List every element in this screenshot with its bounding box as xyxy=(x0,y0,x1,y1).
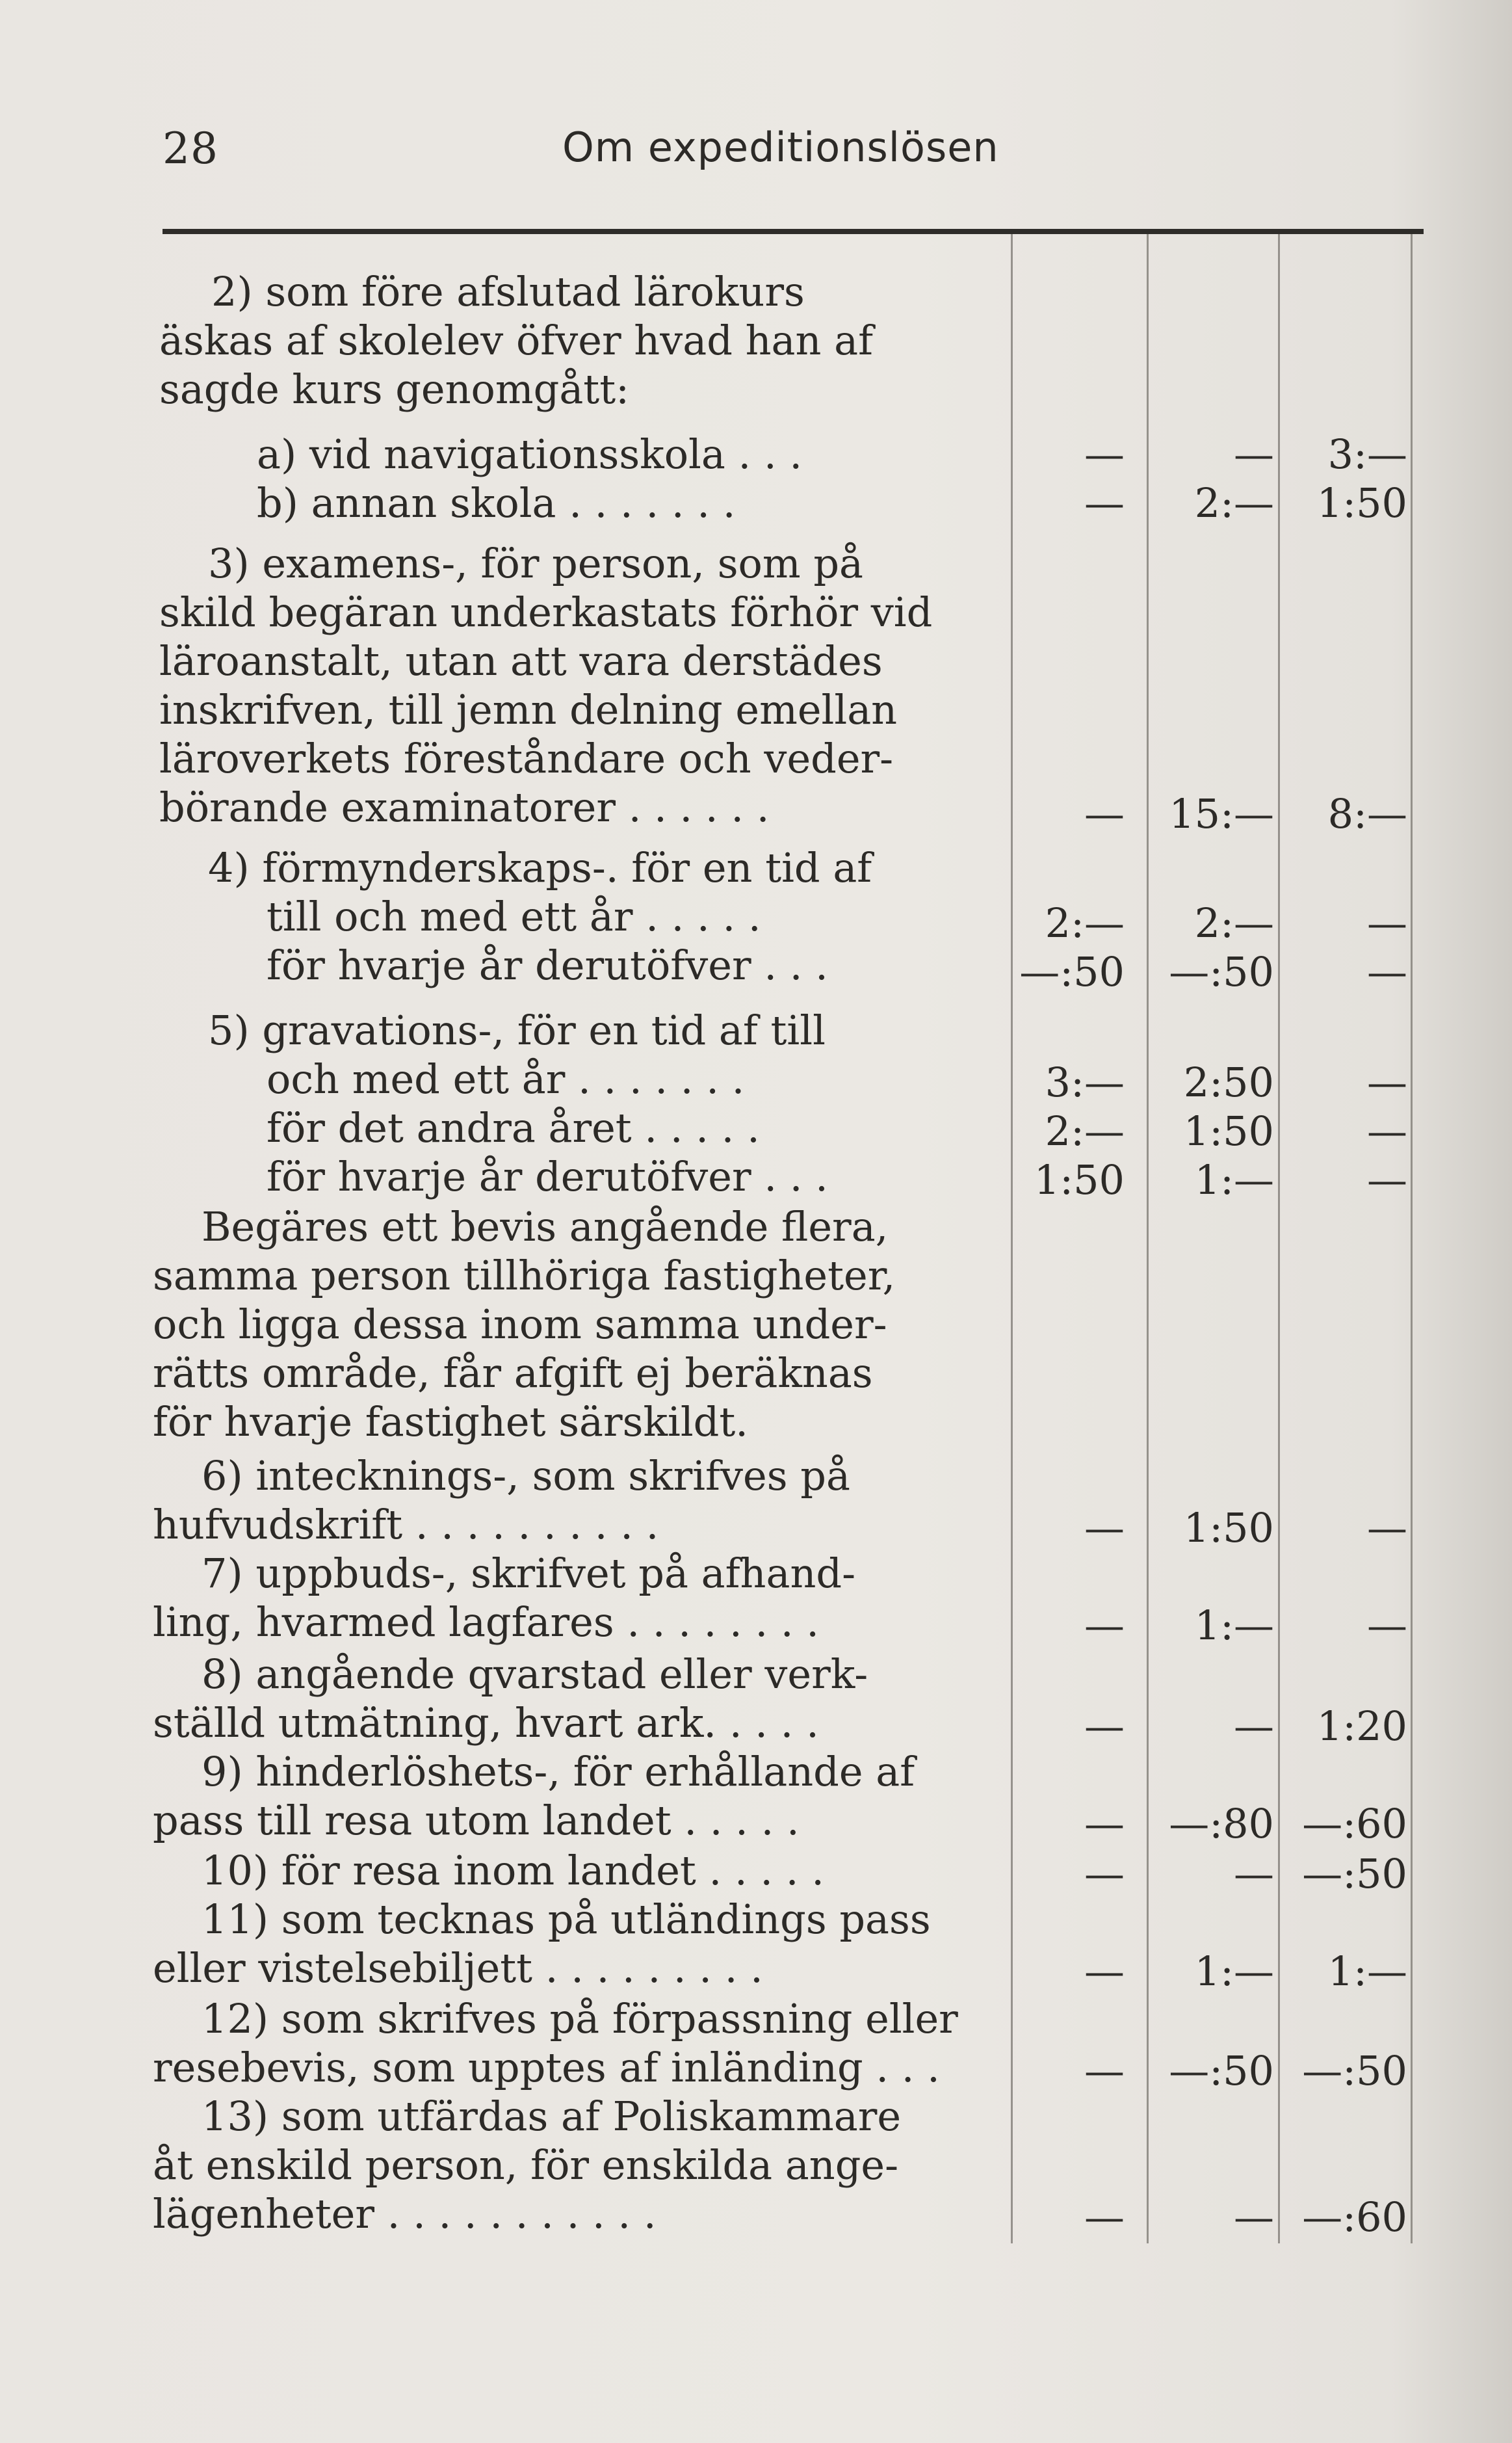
entry-11-line-2: eller vistelsebiljett . . . . . . . . . xyxy=(153,1944,763,1992)
entry-12-line-2: resebevis, som upptes af inländing . . . xyxy=(153,2044,940,2091)
entry-10-line: 10) för resa inom landet . . . . . xyxy=(202,1847,824,1894)
entry-9-value-1: — xyxy=(1084,1800,1125,1847)
entry-7-value-2: 1:— xyxy=(1194,1602,1274,1649)
entry-2a-value-2: — xyxy=(1234,430,1274,478)
page-title: Om expeditionslösen xyxy=(562,124,999,171)
entry-3-value-2: 15:— xyxy=(1169,790,1274,838)
entry-5b-value-3: — xyxy=(1367,1107,1407,1155)
entry-4a-value-2: 2:— xyxy=(1194,899,1274,947)
entry-5b-value-2: 1:50 xyxy=(1183,1107,1274,1155)
entry-10-value-3: —:50 xyxy=(1302,1850,1407,1897)
entry-5-line-1: 5) gravations-, för en tid af till xyxy=(208,1007,826,1054)
entry-5a-value-2: 2:50 xyxy=(1183,1059,1274,1106)
entry-4a-label: till och med ett år . . . . . xyxy=(267,893,761,940)
entry-8-value-2: — xyxy=(1234,1702,1274,1750)
entry-4b-label: för hvarje år derutöfver . . . xyxy=(267,942,828,989)
entry-13-line-2: åt enskild person, för enskilda ange- xyxy=(153,2141,899,2189)
entry-4b-value-2: —:50 xyxy=(1169,948,1274,996)
entry-5a-label: och med ett år . . . . . . . xyxy=(267,1055,745,1103)
entry-4-line-1: 4) förmynderskaps-. för en tid af xyxy=(208,844,872,891)
entry-9-value-2: —:80 xyxy=(1169,1800,1274,1847)
entry-3-line-5: läroverkets föreståndare och veder- xyxy=(159,735,894,782)
entry-12-value-3: —:50 xyxy=(1302,2047,1407,2094)
note-line-4: rätts område, får afgift ej beräknas xyxy=(153,1349,873,1397)
entry-13-line-1: 13) som utfärdas af Poliskammare xyxy=(202,2093,902,2140)
page-number: 28 xyxy=(163,124,218,174)
entry-6-value-2: 1:50 xyxy=(1183,1504,1274,1552)
entry-4b-value-3: — xyxy=(1367,948,1407,996)
entry-5a-value-1: 3:— xyxy=(1045,1059,1125,1106)
entry-3-line-1: 3) examens-, för person, som på xyxy=(208,540,863,587)
column-rule-1 xyxy=(1011,234,1013,2243)
header-rule xyxy=(163,229,1424,234)
entry-2-line-1: 2) som före afslutad lärokurs xyxy=(211,268,805,315)
entry-5c-value-1: 1:50 xyxy=(1034,1156,1125,1204)
entry-7-value-3: — xyxy=(1367,1602,1407,1649)
entry-2a-value-1: — xyxy=(1084,430,1125,478)
entry-9-line-2: pass till resa utom landet . . . . . xyxy=(153,1797,800,1844)
entry-7-line-1: 7) uppbuds-, skrifvet på afhand- xyxy=(202,1550,856,1597)
entry-6-value-3: — xyxy=(1367,1504,1407,1552)
entry-11-value-2: 1:— xyxy=(1194,1948,1274,1995)
entry-11-value-1: — xyxy=(1084,1948,1125,1995)
entry-4b-value-1: —:50 xyxy=(1019,948,1125,996)
entry-2b-value-3: 1:50 xyxy=(1316,479,1407,527)
entry-2-line-3: sagde kurs genomgått: xyxy=(159,365,630,413)
entry-2a-label: a) vid navigationsskola . . . xyxy=(257,430,803,478)
note-line-1: Begäres ett bevis angående flera, xyxy=(202,1203,889,1250)
entry-4a-value-1: 2:— xyxy=(1045,899,1125,947)
entry-2b-value-2: 2:— xyxy=(1194,479,1274,527)
entry-13-line-3: lägenheter . . . . . . . . . . . xyxy=(153,2190,657,2238)
entry-6-line-2: hufvudskrift . . . . . . . . . . xyxy=(153,1501,659,1548)
entry-10-value-2: — xyxy=(1234,1850,1274,1897)
entry-3-line-6: börande examinatorer . . . . . . xyxy=(159,784,770,831)
entry-4a-value-3: — xyxy=(1367,899,1407,947)
entry-3-line-3: läroanstalt, utan att vara derstädes xyxy=(159,637,883,685)
entry-2b-label: b) annan skola . . . . . . . xyxy=(257,479,736,527)
entry-3-value-1: — xyxy=(1084,790,1125,838)
entry-13-value-2: — xyxy=(1234,2193,1274,2241)
entry-7-line-2: ling, hvarmed lagfares . . . . . . . . xyxy=(153,1598,819,1646)
column-rule-2 xyxy=(1147,234,1149,2243)
entry-11-line-1: 11) som tecknas på utländings pass xyxy=(202,1895,931,1943)
entry-9-value-3: —:60 xyxy=(1302,1800,1407,1847)
entry-5a-value-3: — xyxy=(1367,1059,1407,1106)
entry-2-line-2: äskas af skolelev öfver hvad han af xyxy=(159,317,874,364)
note-line-3: och ligga dessa inom samma under- xyxy=(153,1301,887,1348)
note-line-5: för hvarje fastighet särskildt. xyxy=(153,1398,748,1446)
entry-6-line-1: 6) intecknings-, som skrifves på xyxy=(202,1452,850,1499)
entry-8-value-3: 1:20 xyxy=(1316,1702,1407,1750)
entry-3-line-4: inskrifven, till jemn delning emellan xyxy=(159,686,898,733)
entry-13-value-3: —:60 xyxy=(1302,2193,1407,2241)
entry-2a-value-3: 3:— xyxy=(1327,430,1407,478)
entry-13-value-1: — xyxy=(1084,2193,1125,2241)
entry-5c-value-2: 1:— xyxy=(1194,1156,1274,1204)
entry-12-value-2: —:50 xyxy=(1169,2047,1274,2094)
entry-3-value-3: 8:— xyxy=(1327,790,1407,838)
entry-9-line-1: 9) hinderlöshets-, för erhållande af xyxy=(202,1748,915,1795)
running-header xyxy=(163,111,1385,182)
entry-11-value-3: 1:— xyxy=(1327,1948,1407,1995)
entry-8-value-1: — xyxy=(1084,1702,1125,1750)
column-rule-3 xyxy=(1278,234,1280,2243)
entry-3-line-2: skild begäran underkastats förhör vid xyxy=(159,588,933,636)
column-rule-4 xyxy=(1411,234,1413,2243)
entry-10-value-1: — xyxy=(1084,1850,1125,1897)
note-line-2: samma person tillhöriga fastigheter, xyxy=(153,1252,896,1299)
entry-5b-label: för det andra året . . . . . xyxy=(267,1104,760,1152)
entry-8-line-2: ställd utmätning, hvart ark. . . . . xyxy=(153,1699,819,1747)
entry-6-value-1: — xyxy=(1084,1504,1125,1552)
entry-2b-value-1: — xyxy=(1084,479,1125,527)
entry-5b-value-1: 2:— xyxy=(1045,1107,1125,1155)
entry-5c-value-3: — xyxy=(1367,1156,1407,1204)
entry-12-line-1: 12) som skrifves på förpassning eller xyxy=(202,1995,958,2042)
entry-8-line-1: 8) angående qvarstad eller verk- xyxy=(202,1650,868,1698)
entry-12-value-1: — xyxy=(1084,2047,1125,2094)
entry-7-value-1: — xyxy=(1084,1602,1125,1649)
entry-5c-label: för hvarje år derutöfver . . . xyxy=(267,1153,828,1200)
